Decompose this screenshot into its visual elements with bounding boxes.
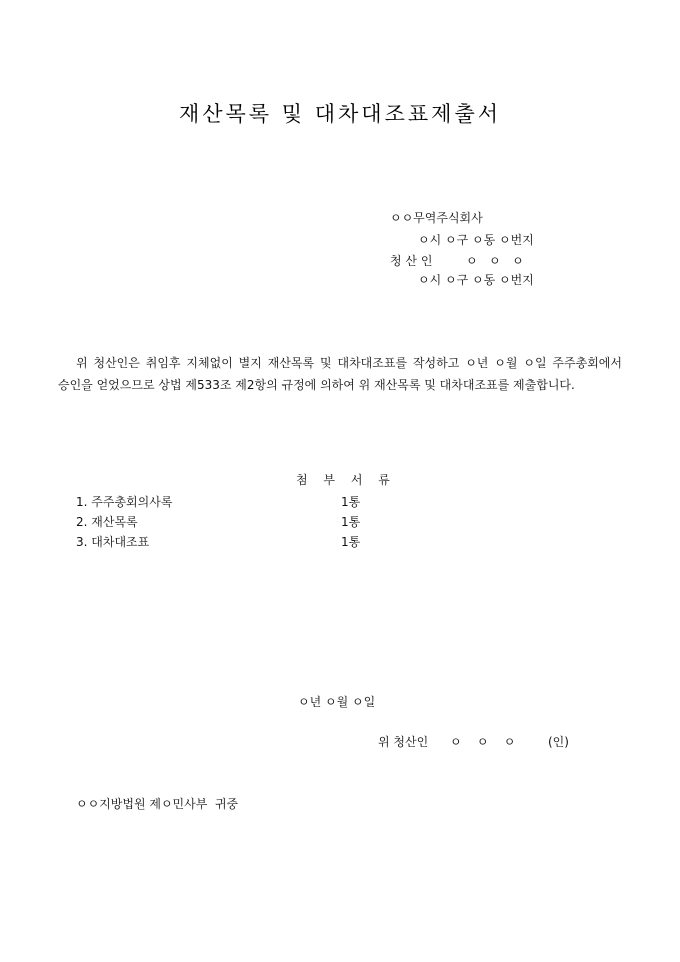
body-paragraph xyxy=(58,352,622,396)
attachment-number: 1. xyxy=(76,495,88,509)
attachment-item-2 xyxy=(76,512,138,532)
body-text: 위 청산인은 취임후 지체없이 별지 재산목록 및 대차대조표를 작성하고 ㅇ년 ㅇ월 ㅇ일 주주총회에서 승인을 얻었으므로 상법 제533조 제2항의 규정에 의하여 위 재산목록 및 대차대조표를 제출합니다. xyxy=(58,356,622,392)
attachment-number: 2. xyxy=(76,515,88,529)
attachments-heading: 첨 부 서 류 xyxy=(296,473,396,487)
liquidator-name: ㅇ ㅇ ㅇ xyxy=(466,254,524,268)
signature-prefix: 위 청산인 xyxy=(378,735,429,749)
liquidator-address: ㅇ시 ㅇ구 ㅇ동 ㅇ번지 xyxy=(418,273,534,287)
attachment-item-1 xyxy=(76,492,172,512)
attachment-name: 재산목록 xyxy=(91,515,138,529)
company-name: ㅇㅇ무역주식회사 xyxy=(390,211,483,225)
liquidator-label: 청 산 인 xyxy=(390,254,433,268)
attachment-count: 1통 xyxy=(341,515,361,529)
seal-mark: (인) xyxy=(548,735,569,749)
recipient-court: ㅇㅇ지방법원 제ㅇ민사부 귀중 xyxy=(76,797,239,811)
document-date: ㅇ년 ㅇ월 ㅇ일 xyxy=(298,695,376,709)
attachment-number: 3. xyxy=(76,535,88,549)
document-title: 재산목록 및 대차대조표제출서 xyxy=(178,102,502,126)
attachment-item-3 xyxy=(76,532,149,552)
attachment-name: 대차대조표 xyxy=(91,535,150,549)
attachment-count: 1통 xyxy=(341,535,361,549)
company-address: ㅇ시 ㅇ구 ㅇ동 ㅇ번지 xyxy=(418,233,534,247)
attachment-name: 주주총회의사록 xyxy=(91,495,173,509)
signature-name: ㅇ ㅇ ㅇ xyxy=(450,735,516,749)
attachment-count: 1통 xyxy=(341,495,361,509)
